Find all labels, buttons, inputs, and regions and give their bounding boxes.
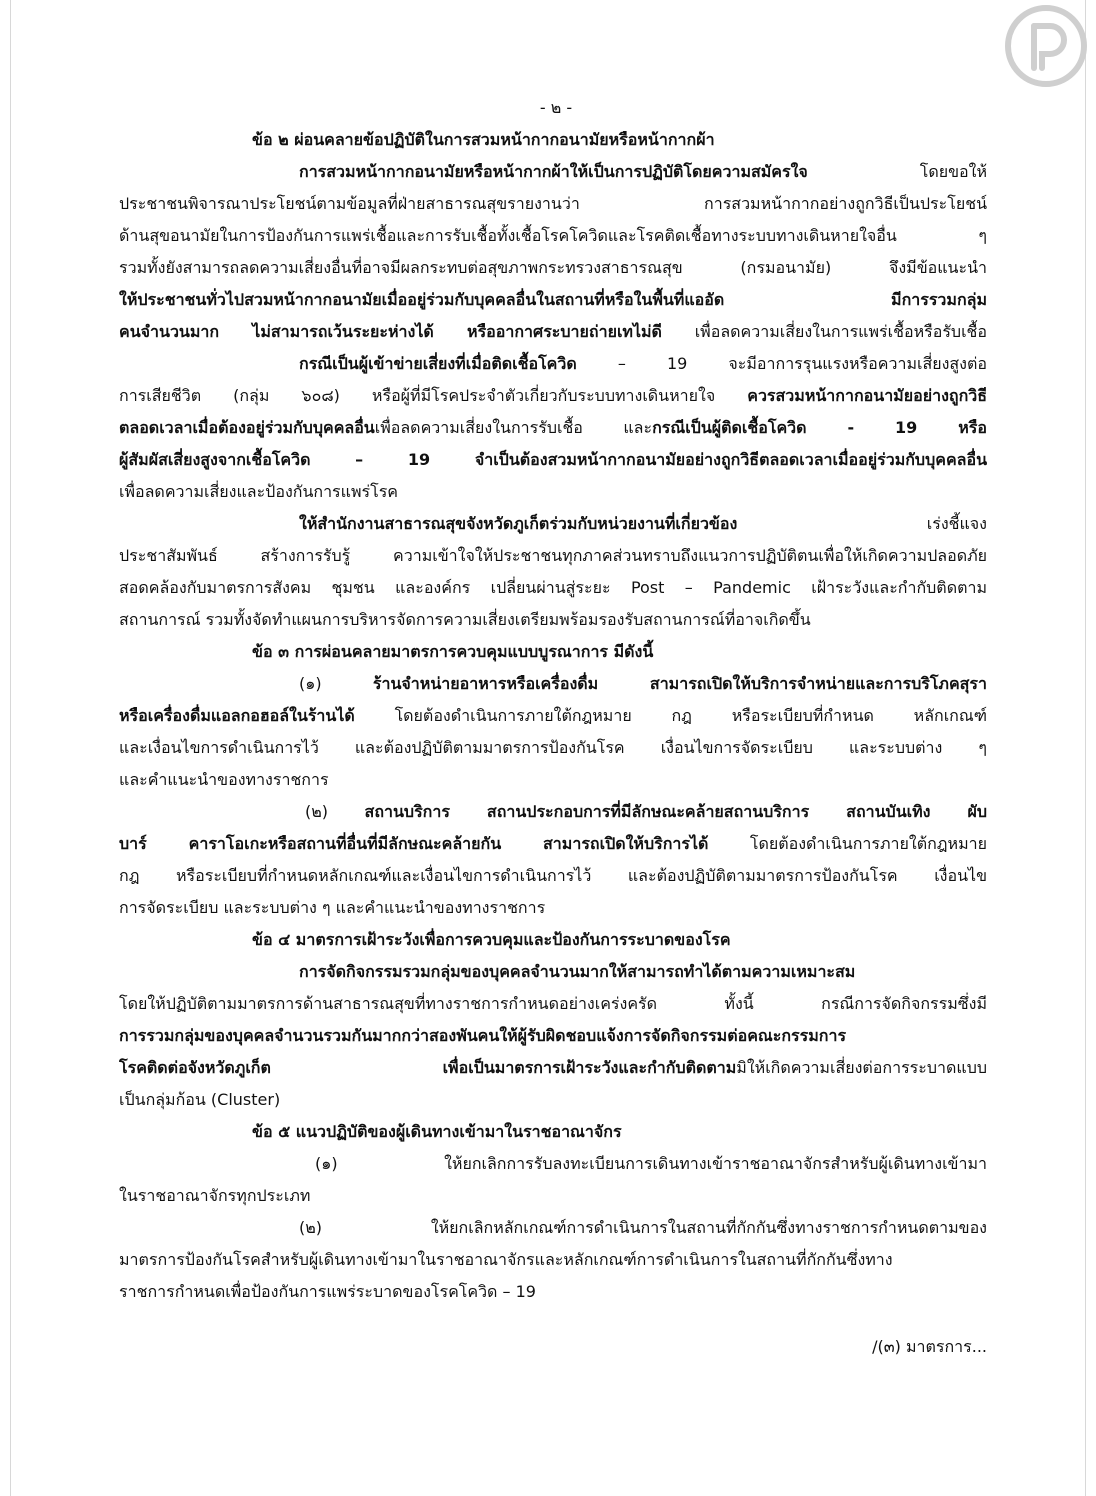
paragraph-line: โรคติดต่อจังหวัดภูเก็ต เพื่อเป็นมาตรการเฝ้าระวังและกำกับติดตามมิให้เกิดความเสี่ยงต่อการระบาดแบบ bbox=[119, 1058, 987, 1077]
continuation-footer: /(๓) มาตรการ... bbox=[872, 1337, 987, 1356]
paragraph-line: การสวมหน้ากากอนามัยหรือหน้ากากผ้าให้เป็นการปฏิบัติโดยความสมัครใจ โดยขอให้ bbox=[299, 162, 987, 181]
paragraph-line: มาตรการป้องกันโรคสำหรับผู้เดินทางเข้ามาในราชอาณาจักรและหลักเกณฑ์การดำเนินการในสถานที่กักกันซึ่งทาง bbox=[119, 1250, 893, 1269]
document-body bbox=[119, 92, 987, 1363]
paragraph-line: ตลอดเวลาเมื่อต้องอยู่ร่วมกับบุคคลอื่นเพื่อลดความเสี่ยงในการรับเชื้อ และกรณีเป็นผู้ติดเชื้อโควิด - 19 หรือ bbox=[119, 418, 987, 437]
section-4-heading: ข้อ ๔ มาตรการเฝ้าระวังเพื่อการควบคุมและป้องกันการระบาดของโรค bbox=[252, 930, 731, 949]
paragraph-line: หรือเครื่องดื่มแอลกอฮอล์ในร้านได้ โดยต้องดำเนินการภายใต้กฎหมาย กฎ หรือระเบียบที่กำหนด หลักเกณฑ์ bbox=[119, 706, 987, 725]
paragraph-line: (๑) ร้านจำหน่ายอาหารหรือเครื่องดื่ม สามารถเปิดให้บริการจำหน่ายและการบริโภคสุรา bbox=[299, 674, 987, 693]
paragraph-line: สถานการณ์ รวมทั้งจัดทำแผนการบริหารจัดการความเสี่ยงเตรียมพร้อมรองรับสถานการณ์ที่อาจเกิดขึ้น bbox=[119, 610, 811, 629]
paragraph-line: การจัดระเบียบ และระบบต่าง ๆ และคำแนะนำของทางราชการ bbox=[119, 898, 546, 917]
paragraph-line: ให้ประชาชนทั่วไปสวมหน้ากากอนามัยเมื่ออยู่ร่วมกับบุคคลอื่นในสถานที่หรือในพื้นที่แออัด มีการรวมกลุ่ม bbox=[119, 290, 987, 309]
paragraph-line: และคำแนะนำของทางราชการ bbox=[119, 770, 329, 789]
paragraph-line: การจัดกิจกรรมรวมกลุ่มของบุคคลจำนวนมากให้สามารถทำได้ตามความเหมาะสม bbox=[299, 962, 856, 981]
paragraph-line: (๒) สถานบริการ สถานประกอบการที่มีลักษณะคล้ายสถานบริการ สถานบันเทิง ผับ bbox=[305, 802, 987, 821]
section-2-heading: ข้อ ๒ ผ่อนคลายข้อปฏิบัติในการสวมหน้ากากอนามัยหรือหน้ากากผ้า bbox=[252, 130, 715, 149]
paragraph-line: (๒) ให้ยกเลิกหลักเกณฑ์การดำเนินการในสถานที่กักกันซึ่งทางราชการกำหนดตามของ bbox=[299, 1218, 987, 1237]
section-5-heading: ข้อ ๕ แนวปฏิบัติของผู้เดินทางเข้ามาในราชอาณาจักร bbox=[252, 1122, 622, 1141]
paragraph-line: การรวมกลุ่มของบุคคลจำนวนรวมกันมากกว่าสองพันคนให้ผู้รับผิดชอบแจ้งการจัดกิจกรรมต่อคณะกรรมการ bbox=[119, 1026, 847, 1045]
watermark-logo-icon bbox=[1004, 4, 1088, 88]
paragraph-line: กรณีเป็นผู้เข้าข่ายเสี่ยงที่เมื่อติดเชื้อโควิด – 19 จะมีอาการรุนแรงหรือความเสี่ยงสูงต่อ bbox=[299, 354, 987, 373]
paragraph-line: ราชการกำหนดเพื่อป้องกันการแพร่ระบาดของโรคโควิด – 19 bbox=[119, 1282, 536, 1301]
paragraph-line: ให้สำนักงานสาธารณสุขจังหวัดภูเก็ตร่วมกับหน่วยงานที่เกี่ยวข้อง เร่งชี้แจง bbox=[299, 514, 987, 533]
paragraph-line: (๑) ให้ยกเลิกการรับลงทะเบียนการเดินทางเข้าราชอาณาจักรสำหรับผู้เดินทางเข้ามา bbox=[315, 1154, 987, 1173]
paragraph-line: และเงื่อนไขการดำเนินการไว้ และต้องปฏิบัติตามมาตรการป้องกันโรค เงื่อนไขการจัดระเบียบ และระบบต่าง ๆ bbox=[119, 738, 987, 757]
paragraph-line: เป็นกลุ่มก้อน (Cluster) bbox=[119, 1090, 281, 1109]
paragraph-line: การเสียชีวิต (กลุ่ม ๖๐๘) หรือผู้ที่มีโรคประจำตัวเกี่ยวกับระบบทางเดินหายใจ ควรสวมหน้ากากอนามัยอย่างถูกวิธี bbox=[119, 386, 987, 405]
paragraph-line: โดยให้ปฏิบัติตามมาตรการด้านสาธารณสุขที่ทางราชการกำหนดอย่างเคร่งครัด ทั้งนี้ กรณีการจัดกิจกรรมซึ่งมี bbox=[119, 994, 987, 1013]
paragraph-line: บาร์ คาราโอเกะหรือสถานที่อื่นที่มีลักษณะคล้ายกัน สามารถเปิดให้บริการได้ โดยต้องดำเนินการภายใต้กฎหมาย bbox=[119, 834, 987, 853]
paragraph-line: ผู้สัมผัสเสี่ยงสูงจากเชื้อโควิด – 19 จำเป็นต้องสวมหน้ากากอนามัยอย่างถูกวิธีตลอดเวลาเมื่ออยู่ร่วมกับบุคคลอื่น bbox=[119, 450, 987, 469]
paragraph-line: ประชาสัมพันธ์ สร้างการรับรู้ ความเข้าใจให้ประชาชนทุกภาคส่วนทราบถึงแนวการปฏิบัติตนเพื่อให้เกิดความปลอดภัย bbox=[119, 546, 987, 565]
page-number: - ๒ - bbox=[539, 98, 573, 117]
paragraph-line: รวมทั้งยังสามารถลดความเสี่ยงอื่นที่อาจมีผลกระทบต่อสุขภาพกระทรวงสาธารณสุข (กรมอนามัย) จึงมีข้อแนะนำ bbox=[119, 258, 987, 277]
paragraph-line: คนจำนวนมาก ไม่สามารถเว้นระยะห่างได้ หรืออากาศระบายถ่ายเทไม่ดี เพื่อลดความเสี่ยงในการแพร่เชื้อหรือรับเชื้อ bbox=[119, 322, 987, 341]
paragraph-line: สอดคล้องกับมาตรการสังคม ชุมชน และองค์กร เปลี่ยนผ่านสู่ระยะ Post – Pandemic เฝ้าระวังและกำกับติดตาม bbox=[119, 578, 987, 597]
paragraph-line: ในราชอาณาจักรทุกประเภท bbox=[119, 1186, 311, 1205]
paragraph-line: กฎ หรือระเบียบที่กำหนดหลักเกณฑ์และเงื่อนไขการดำเนินการไว้ และต้องปฏิบัติตามมาตรการป้องกันโรค เงื่อนไข bbox=[119, 866, 987, 885]
paragraph-line: ประชาชนพิจารณาประโยชน์ตามข้อมูลที่ฝ่ายสาธารณสุขรายงานว่า การสวมหน้ากากอย่างถูกวิธีเป็นประโยชน์ bbox=[119, 194, 987, 213]
section-3-heading: ข้อ ๓ การผ่อนคลายมาตรการควบคุมแบบบูรณาการ มีดังนี้ bbox=[252, 642, 654, 661]
paragraph-line: เพื่อลดความเสี่ยงและป้องกันการแพร่โรค bbox=[119, 482, 398, 501]
paragraph-line: ด้านสุขอนามัยในการป้องกันการแพร่เชื้อและการรับเชื้อทั้งเชื้อโรคโควิดและโรคติดเชื้อทางระบบทางเดินหายใจอื่น ๆ bbox=[119, 226, 987, 245]
